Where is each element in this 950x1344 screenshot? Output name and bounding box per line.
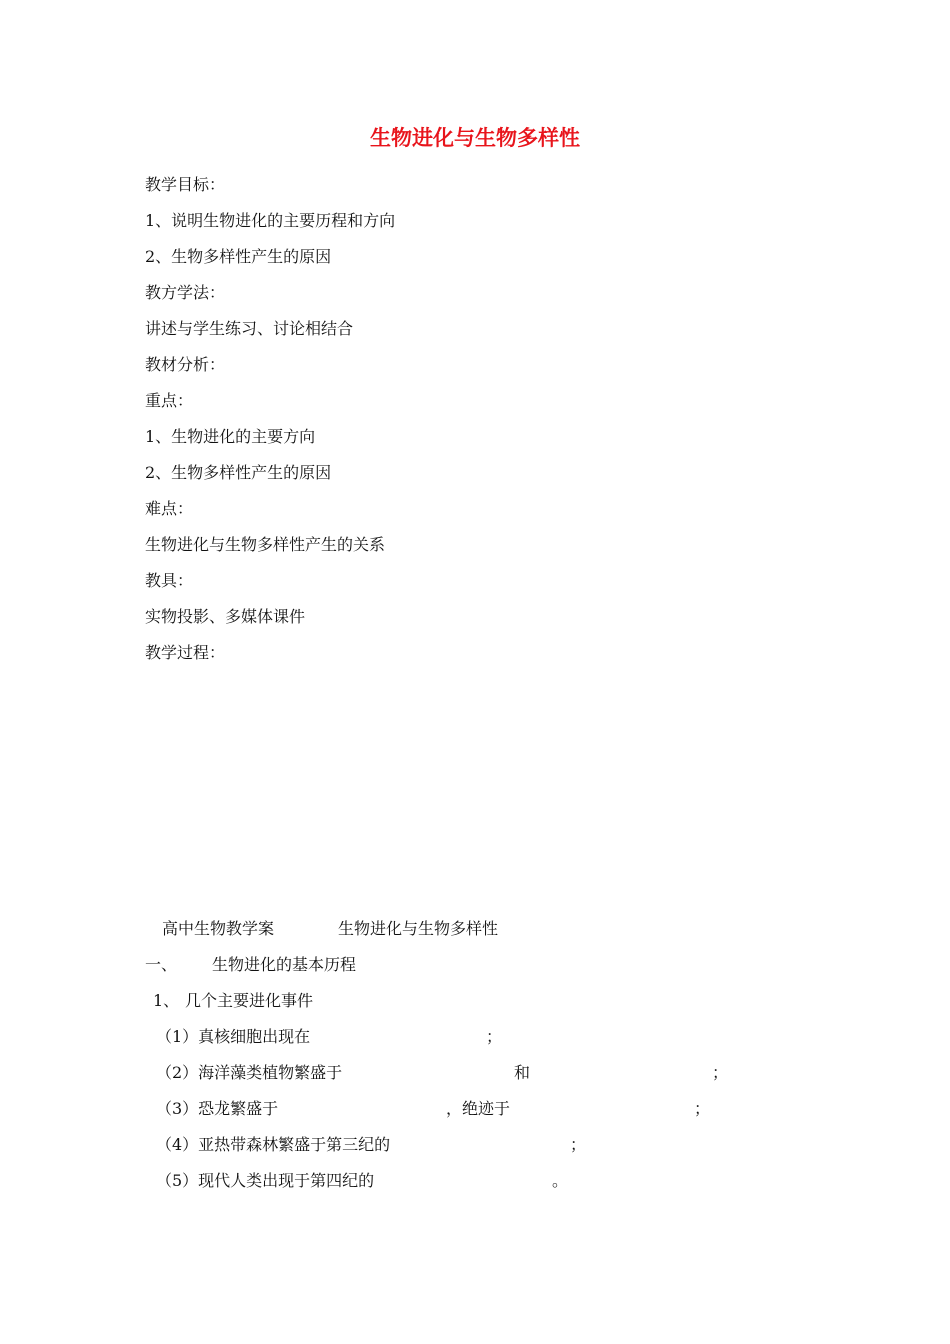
- event-4-end: ；: [570, 1135, 587, 1154]
- subsection-title: 几个主要进化事件: [185, 991, 314, 1010]
- difficulty-heading: 难点：: [145, 499, 194, 518]
- section-number: 一、: [145, 955, 178, 974]
- event-5-end: 。: [552, 1171, 569, 1190]
- case-header-right: 生物进化与生物多样性: [338, 919, 499, 938]
- material-analysis-heading: 教材分析：: [145, 355, 226, 374]
- key-point-item-1: 1、生物进化的主要方向: [145, 427, 316, 446]
- event-2-end: ；: [712, 1063, 729, 1082]
- event-2-text: （2）海洋藻类植物繁盛于: [156, 1063, 343, 1082]
- teaching-aids-heading: 教具：: [145, 571, 194, 590]
- teaching-process-heading: 教学过程：: [145, 643, 226, 662]
- event-1-text: （1）真核细胞出现在: [156, 1027, 311, 1046]
- case-header-left: 高中生物教学案: [162, 919, 275, 938]
- event-3-text: （3）恐龙繁盛于: [156, 1099, 279, 1118]
- goal-item-2: 2、生物多样性产生的原因: [145, 247, 332, 266]
- event-5-text: （5）现代人类出现于第四纪的: [156, 1171, 375, 1190]
- event-3-mid: ，绝迹于: [446, 1099, 511, 1118]
- section-title: 生物进化的基本历程: [212, 955, 357, 974]
- teaching-goals-heading: 教学目标：: [145, 175, 226, 194]
- teaching-methods-text: 讲述与学生练习、讨论相结合: [145, 319, 354, 338]
- event-4-text: （4）亚热带森林繁盛于第三纪的: [156, 1135, 391, 1154]
- event-2-mid: 和: [514, 1063, 531, 1082]
- event-1-end: ；: [486, 1027, 503, 1046]
- subsection-number: 1、: [153, 991, 180, 1010]
- difficulty-text: 生物进化与生物多样性产生的关系: [145, 535, 386, 554]
- key-points-heading: 重点：: [145, 391, 194, 410]
- event-3-end: ；: [694, 1099, 711, 1118]
- teaching-aids-text: 实物投影、多媒体课件: [145, 607, 306, 626]
- document-title: 生物进化与生物多样性: [370, 126, 580, 150]
- goal-item-1: 1、说明生物进化的主要历程和方向: [145, 211, 396, 230]
- teaching-methods-heading: 教方学法：: [145, 283, 226, 302]
- key-point-item-2: 2、生物多样性产生的原因: [145, 463, 332, 482]
